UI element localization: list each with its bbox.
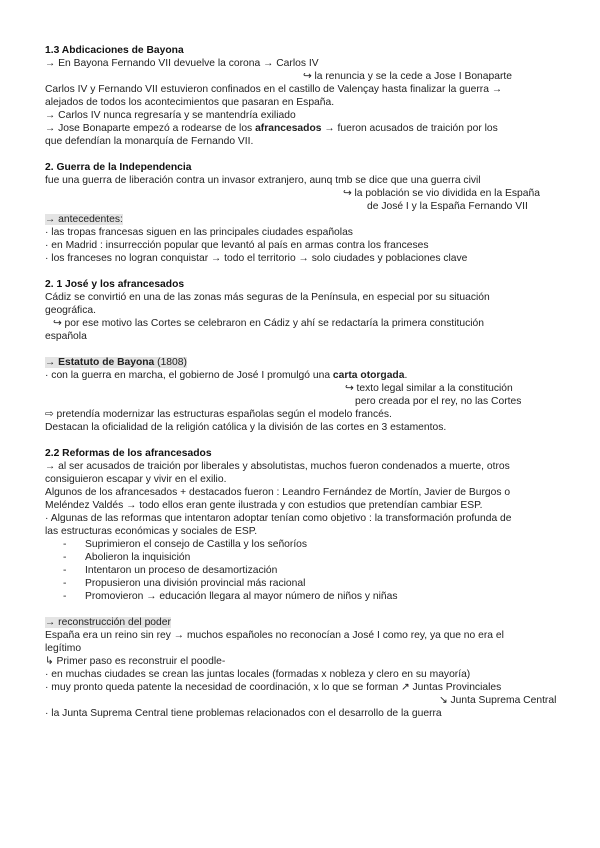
- list-item: [45, 590, 565, 603]
- text-line: geográfica.: [45, 305, 96, 316]
- section-heading-guerra: 2. Guerra de la Independencia: [45, 162, 192, 173]
- text-line: ↪ por ese motivo las Cortes se celebraron en Cádiz y ahí se redactaría la primera constitución: [53, 318, 485, 329]
- list-dash: -: [63, 539, 67, 550]
- list-item: [45, 551, 565, 564]
- list-dash: -: [63, 565, 67, 576]
- text-line: que defendían la monarquía de Fernando VII.: [45, 136, 254, 147]
- text-line: [45, 213, 565, 226]
- text-line: ↘ Junta Suprema Central: [439, 695, 557, 706]
- bullet-line: · muy pronto queda patente la necesidad de coordinación, x lo que se forman ↗ Juntas Provinciales: [45, 682, 502, 693]
- text-line: [45, 369, 565, 382]
- list-item-text: Intentaron un proceso de desamortización: [85, 565, 278, 576]
- text-run: → fueron acusados de traición por los: [321, 123, 498, 134]
- section-heading-reformas: 2.2 Reformas de los afrancesados: [45, 448, 212, 459]
- text-line: ↳ Primer paso es reconstruir el poodle-: [45, 656, 226, 667]
- list-item-text: Abolieron la inquisición: [85, 552, 191, 563]
- text-line: · Algunas de las reformas que intentaron adoptar tenían como objetivo : la transformación profunda de: [45, 513, 512, 524]
- text-run: · con la guerra en marcha, el gobierno de José I promulgó una: [45, 370, 333, 381]
- estatuto-year: (1808): [154, 357, 187, 368]
- spacer: [45, 148, 565, 161]
- text-line: alejados de todos los acontecimientos que pasaran en España.: [45, 97, 335, 108]
- text-line: Carlos IV y Fernando VII estuvieron confinados en el castillo de Valençay hasta finalizar la guerra →: [45, 84, 503, 95]
- text-line: Algunos de los afrancesados + destacados fueron : Leandro Fernández de Mortín, Javier de Burgos o: [45, 487, 511, 498]
- bold-term-carta: carta otorgada: [332, 370, 405, 381]
- list-item-text: Propusieron una división provincial más racional: [85, 578, 306, 589]
- text-line: España era un reino sin rey → muchos españoles no reconocían a José I como rey, ya que no era el: [45, 630, 504, 641]
- text-line: Meléndez Valdés → todo ellos eran gente ilustrada y con estudios que pretendían cambiar ESP.: [45, 500, 483, 511]
- spacer: [45, 603, 565, 616]
- text-line: → En Bayona Fernando VII devuelve la corona → Carlos IV: [45, 58, 319, 69]
- text-line: → al ser acusados de traición por liberales y absolutistas, muchos fueron condenados a muerte, otros: [45, 461, 510, 472]
- list-dash: -: [63, 591, 67, 602]
- notes-page: [45, 44, 565, 720]
- list-item: [45, 564, 565, 577]
- text-line: consiguieron escapar y vivir en el exilio.: [45, 474, 227, 485]
- text-line: fue una guerra de liberación contra un invasor extranjero, aunq tmb se dice que una guerra civil: [45, 175, 481, 186]
- bullet-line: · los franceses no logran conquistar → todo el territorio → solo ciudades y poblaciones clave: [45, 253, 468, 264]
- list-item-text: Promovieron → educación llegara al mayor número de niños y niñas: [85, 591, 398, 602]
- bullet-line: · la Junta Suprema Central tiene problemas relacionados con el desarrollo de la guerra: [45, 708, 442, 719]
- text-line: Destacan la oficialidad de la religión católica y la división de las cortes en 3 estamentos.: [45, 422, 447, 433]
- text-line: ⇨ pretendía modernizar las estructuras españolas según el modelo francés.: [45, 409, 392, 420]
- text-line: Cádiz se convirtió en una de las zonas más seguras de la Península, en especial por su situación: [45, 292, 490, 303]
- section-heading-jose: 2. 1 José y los afrancesados: [45, 279, 185, 290]
- text-line: [45, 122, 565, 135]
- bold-term-afrancesados: afrancesados: [255, 123, 322, 134]
- bullet-line: · las tropas francesas siguen en las principales ciudades españolas: [45, 227, 353, 238]
- text-run: .: [404, 370, 408, 381]
- highlight-reconstruccion: → reconstrucción del poder: [45, 617, 171, 628]
- text-line: pero creada por el rey, no las Cortes: [355, 396, 522, 407]
- list-item-text: Suprimieron el consejo de Castilla y los señoríos: [85, 539, 308, 550]
- highlight-antecedentes: → antecedentes:: [45, 214, 123, 225]
- list-dash: -: [63, 552, 67, 563]
- section-heading-abdicaciones: 1.3 Abdicaciones de Bayona: [45, 45, 184, 56]
- spacer: [45, 343, 565, 356]
- subheading-reconstruccion: [45, 616, 565, 629]
- list-item: [45, 538, 565, 551]
- text-line: las estructuras económicas y sociales de ESP.: [45, 526, 258, 537]
- text-line: ↪ la población se vio dividida en la España: [343, 188, 540, 199]
- subheading-estatuto: [45, 356, 565, 369]
- bullet-line: · en Madrid : insurrección popular que levantó al país en armas contra los franceses: [45, 240, 429, 251]
- bullet-line: · en muchas ciudades se crean las juntas locales (formadas x nobleza y clero en su mayoría): [45, 669, 471, 680]
- highlight-estatuto: [45, 357, 187, 368]
- list-item: [45, 577, 565, 590]
- estatuto-title: → Estatuto de Bayona: [45, 357, 155, 368]
- text-line: legítimo: [45, 643, 82, 654]
- text-line: → Carlos IV nunca regresaría y se mantendría exiliado: [45, 110, 296, 121]
- text-line: de José I y la España Fernando VII: [367, 201, 528, 212]
- list-dash: -: [63, 578, 67, 589]
- text-run: → Jose Bonaparte empezó a rodearse de los: [45, 123, 256, 134]
- text-line: ↪ texto legal similar a la constitución: [345, 383, 513, 394]
- spacer: [45, 265, 565, 278]
- spacer: [45, 434, 565, 447]
- text-line: ↪ la renuncia y se la cede a Jose I Bonaparte: [303, 71, 512, 82]
- text-line: española: [45, 331, 87, 342]
